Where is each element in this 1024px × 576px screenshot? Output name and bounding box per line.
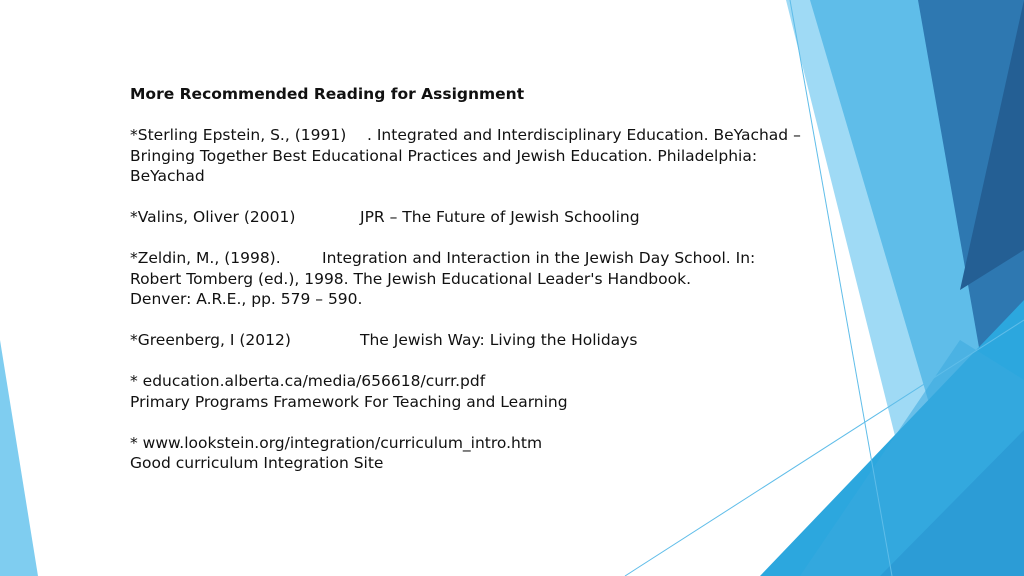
entry-continuation: Denver: A.R.E., pp. 579 – 590. [130,290,363,308]
list-item-valins [130,207,810,228]
entry-continuation: Robert Tomberg (ed.), 1998. The Jewish Educational Leader's Handbook. [130,269,692,288]
entry-link: * www.lookstein.org/integration/curriculum_intro.htm [130,433,543,452]
list-item-zeldin [130,248,810,310]
entry-continuation: BeYachad [130,167,205,185]
entry-link: * education.alberta.ca/media/656618/curr.pdf [130,372,486,390]
entry-description: Primary Programs Framework For Teaching and Learning [130,392,568,411]
slide-title: More Recommended Reading for Assignment [130,85,525,103]
list-item-epstein [130,125,810,187]
list-item-alberta [130,371,810,412]
entry-continuation: Bringing Together Best Educational Practices and Jewish Education. Philadelphia: [130,146,758,165]
entry-title: The Jewish Way: Living the Holidays [360,331,638,349]
reading-list [130,84,810,474]
entry-title: JPR – The Future of Jewish Schooling [360,208,640,226]
list-item-lookstein [130,433,810,474]
list-item-greenberg [130,330,810,351]
entry-author: *Sterling Epstein, S., (1991) [130,126,347,144]
entry-author: *Zeldin, M., (1998). [130,249,281,267]
entry-author: *Greenberg, I (2012) [130,331,291,349]
entry-title: . Integrated and Interdisciplinary Education. BeYachad – [367,126,801,144]
entry-author: *Valins, Oliver (2001) [130,208,296,226]
left-accent-shape [0,340,38,576]
entry-description: Good curriculum Integration Site [130,454,384,472]
entry-title: Integration and Interaction in the Jewish Day School. In: [322,249,756,267]
